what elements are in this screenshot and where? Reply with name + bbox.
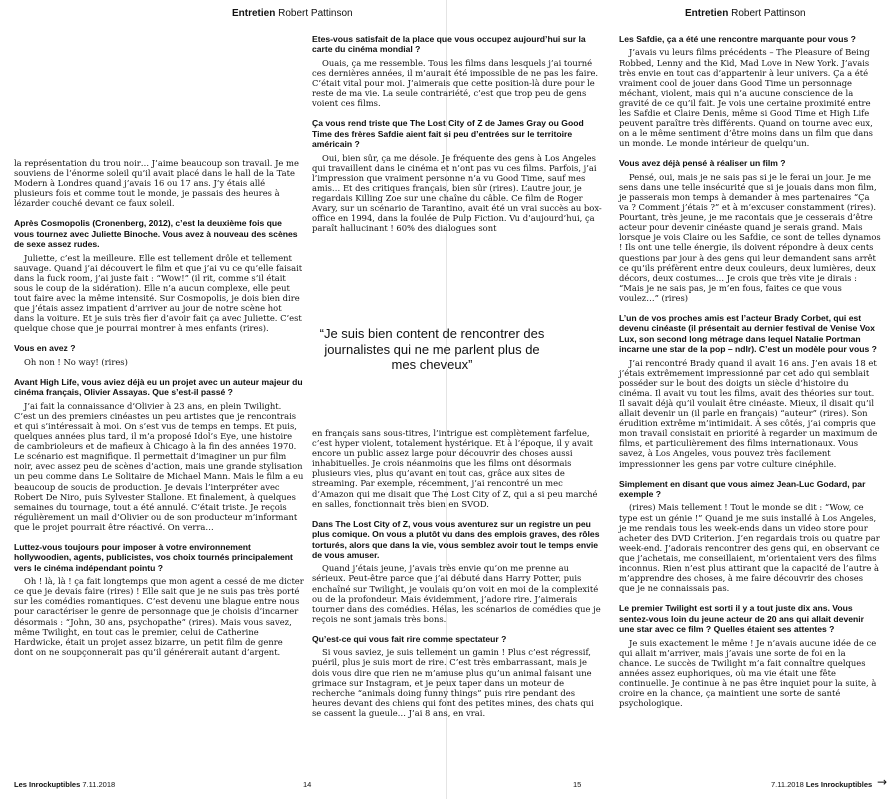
header-section: Entretien xyxy=(232,8,276,19)
question: Le premier Twilight est sorti il y a tout juste dix ans. Vous sentez-vous loin du jeune acteur de 20 ans qui allait devenir une star avec ce film ? Quelles étaient ses attentes ? xyxy=(619,603,864,635)
header-section: Entretien xyxy=(685,8,729,19)
page-right xyxy=(447,0,893,799)
answer: J’ai fait la connaissance d’Olivier à 23 ans, en plein Twilight. C’est un des premiers cinéastes un peu artistes que je rencontrais et qui s’intéressait à moi. On s’est vus de temps en temps. Et puis, quelques années plus tard, il m’a proposé Idol’s Eye, une histoire de cambrioleurs et de mafieux à Chicago à la fin des années 1970. Le scénario est magnifique. Il permettait d’imaginer un pur film noir, avec assez peu de scènes d’action, mais une grande stylisation un peu comme dans Le Solitaire de Michael Mann. Mais le film a eu beaucoup de soucis de production. Je devais l’interpréter avec Robert De Niro, puis Sylvester Stallone. Et finalement, à quelques semaines du tournage, tout a été annulé. C’était triste. Je reçois régulièrement un mail d’Olivier ou de son producteur m’informant que le projet pourrait être réactivé. On verra… xyxy=(14,400,304,532)
question: Simplement en disant que vous aimez Jean-Luc Godard, par exemple ? xyxy=(619,478,866,500)
question: Vous avez déjà pensé à réaliser un film ? xyxy=(619,158,786,169)
question: Ça vous rend triste que The Lost City of Z de James Gray ou Good Time des frères Safdie aient fait si peu d’entrées sur le territoire américain ? xyxy=(312,118,584,150)
footer-right xyxy=(771,780,872,789)
answer: Juliette, c’est la meilleure. Elle est tellement drôle et tellement sauvage. Quand j’ai découvert le film et que j’ai vu ce qu’elle faisait dans la fuck room, j’ai juste fait : “Wow!” (il rit, comme s’il était sous le coup de la sidération). Elle n’a aucun complexe, elle peut tout faire avec la même intensité. Sur Cosmopolis, je dois bien dire que j’étais assez impatient d’arriver au jour de notre scène hot dans la voiture. Et je suis très fier d’avoir fait ça avec Juliette. C’est quelque chose que je pourrai montrer à mes enfants (rires). xyxy=(14,252,303,334)
question: Après Cosmopolis (Cronenberg, 2012), c’est la deuxième fois que vous tournez avec Juliette Binoche. Vous avez à nouveau des scènes de sexe assez rudes. xyxy=(14,218,298,250)
question: Les Safdie, ça a été une rencontre marquante pour vous ? xyxy=(619,34,856,44)
footer-magazine: Les Inrockuptibles xyxy=(14,780,81,789)
answer: Pensé, oui, mais je ne sais pas si je le ferai un jour. Je me sens dans une telle insécurité que si je jouais dans mon film, je passerais mon temps à demander à mes partenaires “Ça va ? Comment j’étais ?” et à m’excuser constamment (rires). Pourtant, très jeune, je me racontais que je cesserais d’être acteur pour devenir cinéaste quand je serais grand. Mais lorsque je vois Claire ou les Safdie, ce sont de telles dynamos ! Ils ont une telle énergie, ils doivent répondre à deux cents questions par jour à des gens qui leur demandent sans arrêt ce qu’ils préfèrent entre deux couleurs, deux lumières, deux décors, deux costumes… Je crois que très vite je dirais : “Mais je ne sais pas, je m’en fous, faites ce que vous voulez…” (rires) xyxy=(619,171,881,303)
question: L’un de vos proches amis est l’acteur Brady Corbet, qui est devenu cinéaste (il présentait au dernier festival de Venise Vox Lux, son second long métrage dans lequel Natalie Portman incarne une star de la pop – ndlr). C’est un modèle pour vous ? xyxy=(619,312,877,355)
answer: Je suis exactement le même ! Je n’avais aucune idée de ce qui allait m’arriver, mais j’avais une sorte de foi en la chance. Le succès de Twilight m’a fait connaître quelques années assez euphoriques, où ma vie était une fête continuelle. Je continue à ne pas être inquiet pour la suite, à croire en la chance, ça maintient une sorte de santé psychologique. xyxy=(619,637,877,709)
footer-magazine: Les Inrockuptibles xyxy=(805,780,873,789)
answer: J’ai rencontré Brady quand il avait 16 ans. J’en avais 18 et j’étais extrêmement impressionné par cet ado qui semblait posséder sur le bout des doigts un siècle d’histoire du cinéma. Il avait vu tout les films, avait des théories sur tout. Il savait déjà qu’il voulait être cinéaste. Mieux, il disait qu’il allait devenir un (il parle en français) “auteur” (rires). Son érudition extrême m’intimidait. À ses côtés, j’ai compris que mon travail consistait en priorité à regarder un maximum de films, et particulièrement des films internationaux. Vous savez, à Los Angeles, vous pouvez très facilement impressionner les gens par votre culture cinéphile. xyxy=(619,357,878,469)
header-name: Robert Pattinson xyxy=(278,8,353,19)
paragraph: la représentation du trou noir… J’aime beaucoup son travail. Je me souviens de l’énorme soleil qu’il avait placé dans le hall de la Tate Modern à Londres quand j’avais 16 ou 17 ans. J’y étais allé plusieurs fois et comme tout le monde, je passais des heures à lézarder couché devant ce faux soleil. xyxy=(14,158,299,209)
answer: Si vous saviez, je suis tellement un gamin ! Plus c’est régressif, puéril, plus je suis mort de rire. C’est très embarrassant, mais je dois vous dire que rien ne m’amuse plus qu’un animal faisant une grimace sur Instagram, et je peux taper dans un moteur de recherche “animals doing funny things” puis rire pendant des heures devant des chiens qui font des petites mines, des chats qui se cassent la gueule… J’ai 8 ans, en vrai. xyxy=(312,647,594,718)
pull-quote: “Je suis bien content de rencontrer des journalistes qui ne me parlent plus de mes cheveux” xyxy=(319,326,545,372)
answer: Quand j’étais jeune, j’avais très envie qu’on me prenne au sérieux. Peut-être parce que j’ai débuté dans Harry Potter, puis enchaîné sur Twilight, je voulais qu’on voit en moi de la complexité ou de la profondeur. Mais évidemment, j’adore rire. J’aimerais tourner dans des comédies. Hélas, les scénarios de comédies que je reçois ne sont jamais très bons. xyxy=(312,563,601,624)
answer: Oh non ! No way! (rires) xyxy=(24,356,128,367)
question: Qu’est-ce qui vous fait rire comme spectateur ? xyxy=(312,633,507,644)
question: Avant High Life, vous aviez déjà eu un projet avec un auteur majeur du cinéma français, Olivier Assayas. Que s’est-il passé ? xyxy=(14,376,303,398)
footer-date: 7.11.2018 xyxy=(771,780,804,789)
footer-date: 7.11.2018 xyxy=(82,780,116,789)
arrow-right-icon[interactable]: → xyxy=(876,775,887,789)
question: Dans The Lost City of Z, vous vous aventurez sur un registre un peu plus comique. On vous a plutôt vu dans des emplois graves, des rôles torturés, alors que dans la vie, vous semblez avoir tout le temps envie de vous amuser. xyxy=(312,518,600,560)
answer: J’avais vu leurs films précédents – The Pleasure of Being Robbed, Lenny and the Kid, Mad Love in New York. J’avais très envie en tout cas d’appartenir à leur univers. Ça a été vraiment cool de jouer dans Good Time un personnage méchant, violent, mais qui n’a aucune conscience de la gravité de ce qu’il fait. Je vois une certaine proximité entre les Safdie et Claire Denis, même si Good Time et High Life peuvent paraître très différents. Quand on tourne avec eux, on a le même sentiment d’être moins dans un film que dans un monde. Le monde intérieur de quelqu’un. xyxy=(619,47,873,149)
question: Vous en avez ? xyxy=(14,343,76,354)
page-number-left: 14 xyxy=(303,780,312,789)
answer: Ouais, ça me ressemble. Tous les films dans lesquels j’ai tourné ces dernières années, il m’aurait été impossible de ne pas les faire. C’était vital pour moi. J’aimerais que cette position-là dure pour le reste de ma vie. La seule contrariété, c’est que trop peu de gens voient ces films. xyxy=(312,57,599,109)
header-left xyxy=(232,8,353,19)
footer-left xyxy=(14,780,115,789)
answer: (rires) Mais tellement ! Tout le monde se dit : “Wow, ce type est un génie !” Quand je me suis installé à Los Angeles, je me rendais tous les week-ends dans un video store pour acheter des DVD Criterion. J’en regardais trois ou quatre par week-end. J’adorais rencontrer des gens qui, en observant ce que j’achetais, me conseillaient, m’orientaient vers des films inconnus. Rien n’est plus attirant que la capacité de l’autre à m’apprendre des choses, à me faire découvrir des choses que je ne connaissais pas. xyxy=(619,502,880,594)
answer: Oh ! là, là ! ça fait longtemps que mon agent a cessé de me dicter ce que je devais faire (rires) ! Elle sait que je ne suis pas très porté sur les comédies romantiques. C’est devenu une blague entre nous pour caractériser le genre de personnage que je choisis d’incarner désormais : “John, 30 ans, psychopathe” (rires). Mais vous savez, même Twilight, en tout cas le premier, celui de Catherine Hardwicke, était un projet assez bizarre, un petit film de genre dont on ne soupçonnerait pas qu’il générerait autant d’argent. xyxy=(14,576,304,657)
answer: Oui, bien sûr, ça me désole. Je fréquente des gens à Los Angeles qui travaillent dans le cinéma et n’ont pas vu ces films. Parfois, j’ai l’impression que vraiment personne n’a vu Good Time, sauf mes amis… Et des critiques français, bien sûr (rires). L’autre jour, je regardais Killing Zoe sur une chaîne du câble. Ce film de Roger Avary, sur un scénario de Tarantino, avait été un vrai succès au box-office en 1994, dans la foulée de Pulp Fiction. Vu d’aujourd’hui, ça paraît hallucinant ! 60% des dialogues sont xyxy=(312,152,602,234)
header-right xyxy=(685,8,806,19)
paragraph: en français sans sous-titres, l’intrigue est complètement farfelue, c’est hyper violent, totalement hystérique. Et à l’époque, il y avait encore un public assez large pour découvrir des choses aussi inhabituelles. Je crois néanmoins que les films ont désormais plusieurs vies, plus qu’avant en tout cas, grâce aux sites de streaming. Par exemple, récemment, j’ai rencontré un mec d’Amazon qui me disait que The Lost City of Z, qui a si peu marché en salles, fonctionnait très bien en SVOD. xyxy=(312,428,598,509)
column-1 xyxy=(14,158,304,657)
column-3 xyxy=(619,34,881,708)
question: Etes-vous satisfait de la place que vous occupez aujourd’hui sur la carte du cinéma mondial ? xyxy=(312,34,586,55)
question: Luttez-vous toujours pour imposer à votre environnement hollywoodien, agents, publicistes, vos choix tournés principalement vers le cinéma indépendant pointu ? xyxy=(14,541,293,573)
page-number-right: 15 xyxy=(573,780,582,789)
header-name: Robert Pattinson xyxy=(731,8,806,19)
